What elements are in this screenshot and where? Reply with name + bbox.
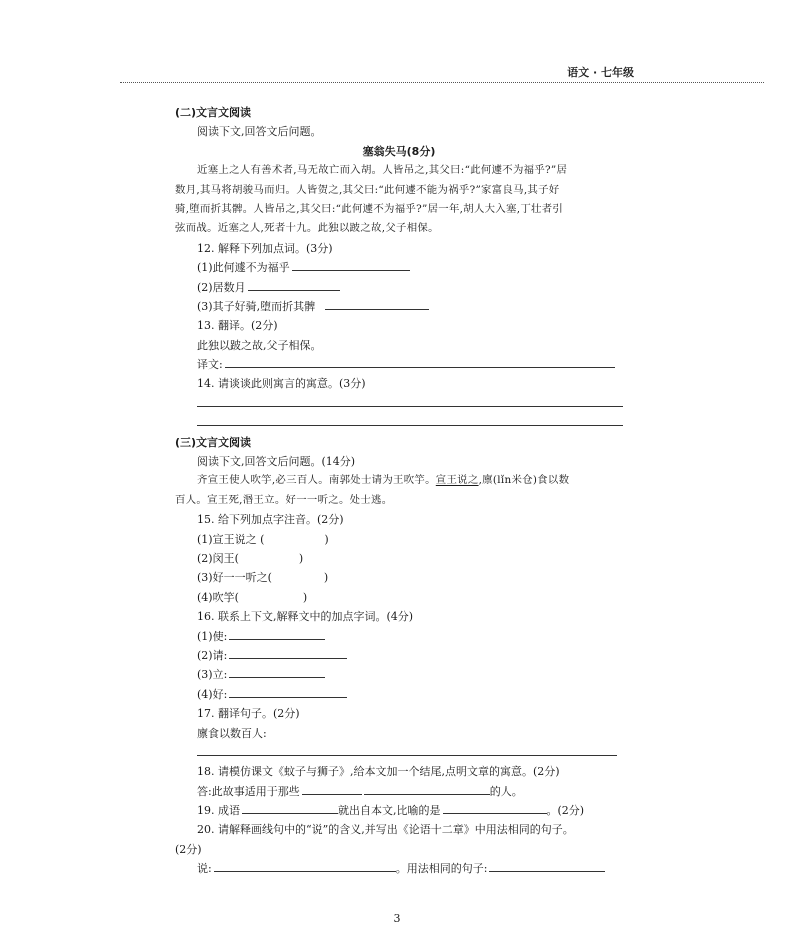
q18-answer-suffix: 的人。 bbox=[489, 784, 523, 798]
q12-answer-blank-2[interactable] bbox=[248, 278, 340, 291]
q12-item-text: (3)其子好骑,堕而折其髀 bbox=[197, 299, 316, 313]
q12-answer-blank-3[interactable] bbox=[325, 297, 429, 310]
question-16-item bbox=[175, 627, 623, 646]
question-16-item bbox=[175, 685, 623, 704]
section3-instruction: 阅读下文,回答文后问题。(14分) bbox=[197, 455, 356, 469]
q17-answer-line[interactable] bbox=[175, 743, 623, 762]
q20-answer-prefix: 说: bbox=[197, 862, 212, 876]
question-14-label: 14. 请谈谈此则寓言的寓意。(3分) bbox=[197, 377, 366, 391]
answer-label: 译文: bbox=[197, 358, 223, 372]
q19-idiom-blank[interactable] bbox=[242, 801, 338, 814]
q20-answer-middle: 。用法相同的句子: bbox=[395, 862, 488, 876]
question-15-item: (2)闵王( ) bbox=[197, 551, 304, 565]
question-16-label: 16. 联系上下文,解释文中的加点字词。(4分) bbox=[197, 610, 414, 624]
q19-middle: 就出自本文,比喻的是 bbox=[338, 804, 441, 818]
worksheet-content bbox=[175, 103, 623, 879]
q12-item-text: (1)此何遽不为福乎 bbox=[197, 261, 290, 275]
question-15-item: (1)宣王说之 ( ) bbox=[197, 532, 329, 546]
question-12-item bbox=[175, 278, 623, 297]
underlined-sentence: 宣王说之 bbox=[435, 474, 479, 487]
q16-answer-blank-3[interactable] bbox=[229, 665, 325, 678]
section3-passage-line-1 bbox=[175, 471, 623, 490]
question-13-answer bbox=[175, 355, 623, 374]
question-12-item bbox=[175, 297, 623, 316]
question-12-item bbox=[175, 258, 623, 277]
section3-passage-line-2: 百人。宣王死,湣王立。好一一听之。处士逃。 bbox=[175, 493, 393, 506]
question-18-label: 18. 请模仿课文《蚊子与狮子》,给本文加一个结尾,点明文章的寓意。(2分) bbox=[197, 765, 560, 779]
question-16-item bbox=[175, 665, 623, 684]
question-18-answer bbox=[175, 782, 623, 801]
passage-line: 数月,其马将胡骏马而归。人皆贺之,其父曰:“此何遽不能为祸乎?”家富良马,其子好 bbox=[175, 183, 560, 196]
question-20-label: 20. 请解释画线句中的“说”的含义,并写出《论语十二章》中用法相同的句子。 bbox=[197, 823, 574, 837]
q19-meaning-blank[interactable] bbox=[443, 801, 547, 814]
question-13-label: 13. 翻译。(2分) bbox=[197, 319, 278, 333]
q16-item-text: (1)使: bbox=[197, 629, 228, 643]
q14-answer-line-1[interactable] bbox=[175, 394, 623, 413]
section2-passage-title: 塞翁失马(8分) bbox=[362, 144, 436, 158]
passage-text: 齐宣王使人吹竽,必三百人。南郭处士请为王吹竽。 bbox=[197, 474, 436, 487]
q14-answer-line-2[interactable] bbox=[175, 413, 623, 432]
page-header-label: 语文 · 七年级 bbox=[567, 66, 634, 79]
q13-answer-blank[interactable] bbox=[225, 355, 615, 368]
q20-meaning-blank[interactable] bbox=[214, 859, 396, 872]
q15-item-text: (3)好一一听之( bbox=[197, 571, 272, 585]
passage-line: 骑,堕而折其髀。人皆吊之,其父曰:“此何遽不为福乎?”居一年,胡人大入塞,丁壮者引 bbox=[175, 202, 564, 215]
question-20-answer bbox=[175, 859, 623, 878]
question-15-item: (3)好一一听之( ) bbox=[197, 571, 329, 585]
question-13-sentence: 此独以跛之故,父子相保。 bbox=[197, 338, 322, 352]
page-number: 3 bbox=[393, 912, 401, 925]
q16-answer-blank-1[interactable] bbox=[229, 627, 325, 640]
question-17-sentence: 廪食以数百人: bbox=[197, 726, 267, 740]
q18-answer-prefix: 答:此故事适用于那些 bbox=[197, 784, 300, 798]
section2-instruction: 阅读下文,回答文后问题。 bbox=[197, 125, 322, 139]
question-15-label: 15. 给下列加点字注音。(2分) bbox=[197, 513, 344, 527]
q15-item-text: (2)闵王( bbox=[197, 551, 239, 565]
q12-answer-blank-1[interactable] bbox=[292, 258, 410, 271]
passage-text: ,廪(lǐn米仓)食以数 bbox=[478, 474, 570, 487]
q16-item-text: (2)请: bbox=[197, 648, 228, 662]
passage-line: 近塞上之人有善术者,马无故亡而入胡。人皆吊之,其父曰:“此何遽不为福乎?”居 bbox=[197, 164, 568, 177]
question-16-item bbox=[175, 646, 623, 665]
section2-heading: (二)文言文阅读 bbox=[175, 106, 252, 119]
q15-item-text: (1)宣王说之 ( bbox=[197, 532, 265, 546]
question-12-label: 12. 解释下列加点词。(3分) bbox=[197, 241, 333, 255]
q18-answer-blank-1[interactable] bbox=[302, 782, 362, 795]
q20-sentence-blank[interactable] bbox=[489, 859, 605, 872]
question-20-points: (2分) bbox=[175, 842, 202, 856]
q16-item-text: (4)好: bbox=[197, 687, 228, 701]
question-15-item: (4)吹竽( ) bbox=[197, 590, 308, 604]
section3-heading: (三)文言文阅读 bbox=[175, 435, 252, 449]
q16-answer-blank-2[interactable] bbox=[229, 646, 347, 659]
question-17-label: 17. 翻译句子。(2分) bbox=[197, 707, 300, 721]
q16-answer-blank-4[interactable] bbox=[229, 685, 347, 698]
q12-item-text: (2)居数月 bbox=[197, 280, 246, 294]
q16-item-text: (3)立: bbox=[197, 668, 228, 682]
q19-prefix: 19. 成语 bbox=[197, 804, 240, 818]
q18-answer-blank-2[interactable] bbox=[364, 782, 490, 795]
q19-suffix: 。(2分) bbox=[546, 804, 585, 818]
header-divider bbox=[120, 82, 764, 83]
question-19 bbox=[175, 801, 623, 820]
q15-item-text: (4)吹竽( bbox=[197, 590, 239, 604]
passage-line: 弦而战。近塞之人,死者十九。此独以跛之故,父子相保。 bbox=[175, 222, 439, 235]
